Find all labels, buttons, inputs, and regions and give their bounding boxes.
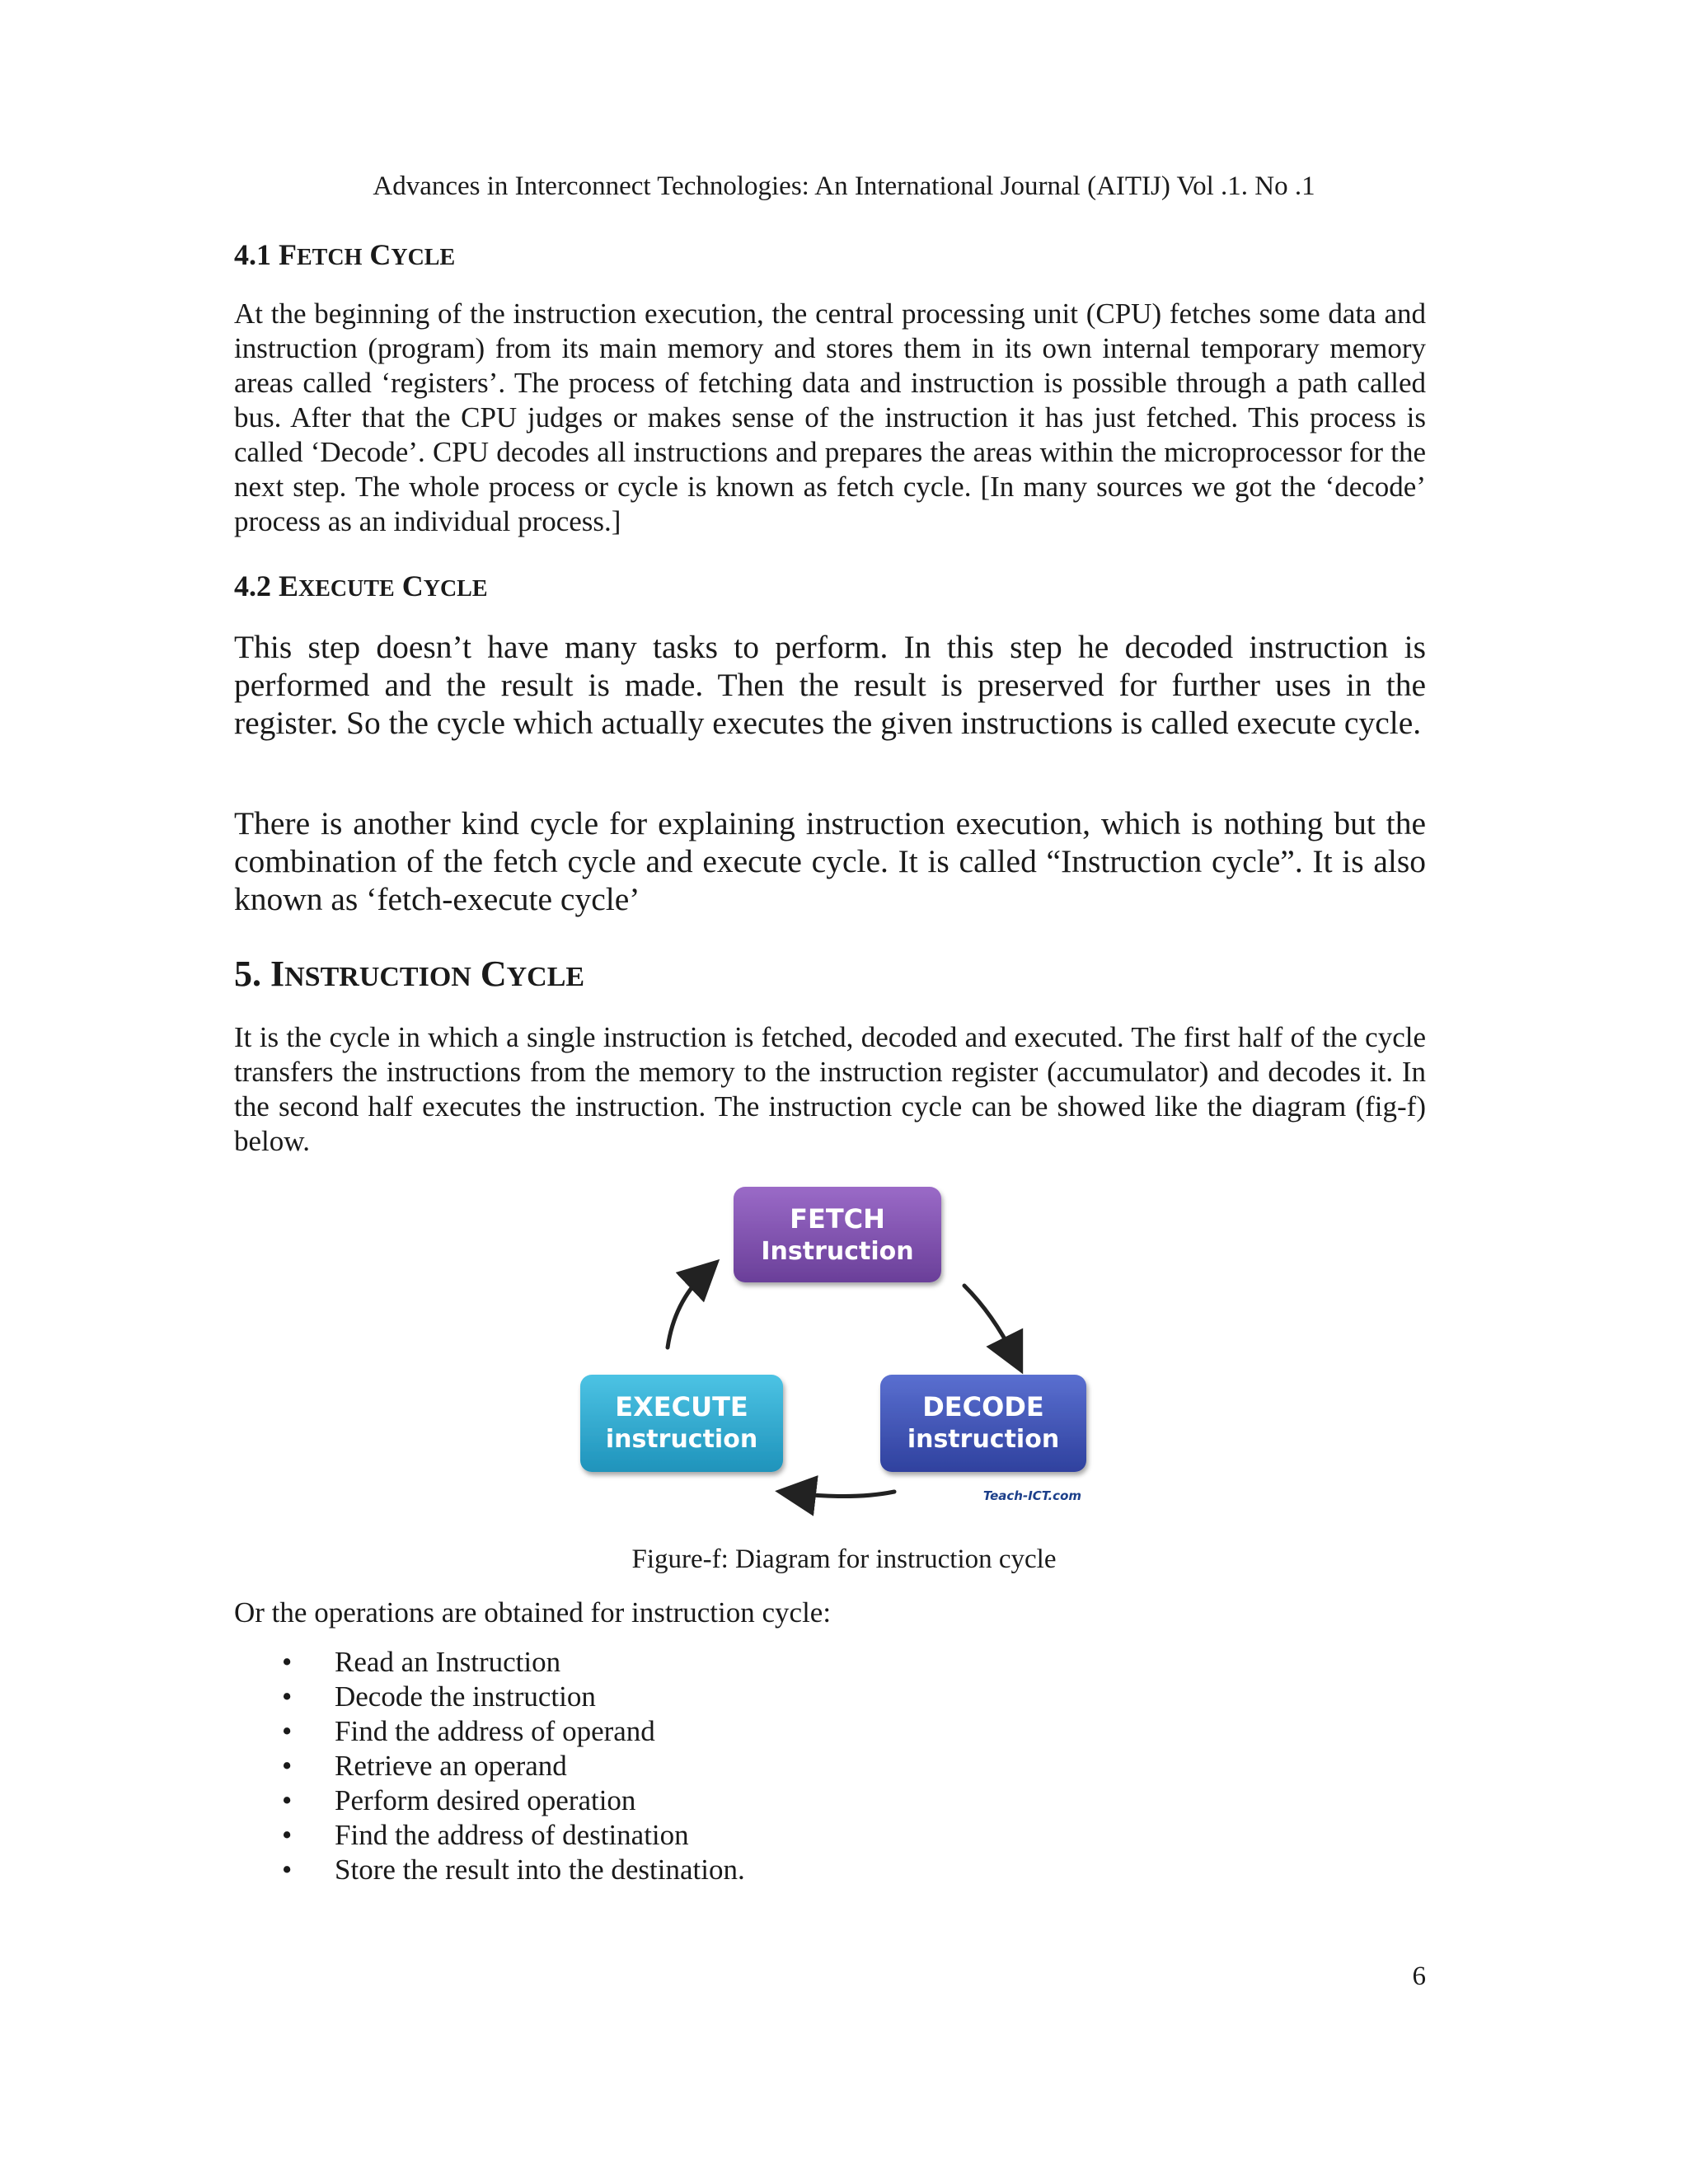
paragraph-instruction-cycle: It is the cycle in which a single instruction is fetched, decoded and executed. The first half of the cycle transfers the instructions from the memory to the instruction register (accumulator) and decodes it. In the second half executes the instruction. The instruction cycle can be showed like the diagram (fig-f) below. [234, 1021, 1426, 1157]
decode-subtitle: instruction [907, 1425, 1060, 1454]
list-item: • Read an Instruction [282, 1646, 561, 1678]
execute-subtitle: instruction [605, 1425, 758, 1454]
list-item: • Retrieve an operand [282, 1750, 567, 1782]
fetch-subtitle: Instruction [761, 1237, 914, 1266]
page-number: 6 [1412, 1961, 1426, 1991]
figure-credit: Teach-ICT.com [982, 1488, 1081, 1503]
paragraph-fetch-cycle: At the beginning of the instruction execution, the central processing unit (CPU) fetches some data and instruction (program) from its main memory and stores them in its own internal temporary memory areas called ‘registers’. The process of fetching data and instruction is possible through a path called bus. After that the CPU judges or makes sense of the instruction it has just fetched. This process is called ‘Decode’. CPU decodes all instructions and prepares the areas within the microprocessor for the next step. The whole process or cycle is known as fetch cycle. [In many sources we got the ‘decode’ process as an individual process.] [234, 298, 1426, 537]
list-item: • Perform desired operation [282, 1784, 636, 1816]
operations-intro: Or the operations are obtained for instruction cycle: [234, 1596, 832, 1629]
section-heading-execute-cycle: 4.2 EXECUTE CYCLE [234, 569, 488, 602]
fetch-title: FETCH [790, 1203, 885, 1235]
figure-caption: Figure-f: Diagram for instruction cycle [631, 1544, 1057, 1574]
execute-title: EXECUTE [615, 1391, 748, 1422]
fetch-box [734, 1187, 941, 1282]
list-item: • Decode the instruction [282, 1680, 596, 1713]
section-number: 4.2 [234, 569, 271, 602]
instruction-cycle-diagram [577, 1170, 1121, 1516]
operations-list [234, 1645, 745, 1887]
decode-box [880, 1375, 1086, 1472]
execute-box [580, 1375, 783, 1472]
decode-title: DECODE [922, 1391, 1044, 1422]
arrow-execute-to-fetch [668, 1273, 705, 1347]
list-item: • Find the address of destination [282, 1819, 689, 1851]
section-heading-fetch-cycle: 4.1 FETCH CYCLE [234, 238, 456, 271]
paragraph-execute-cycle-2: There is another kind cycle for explaining instruction execution, which is nothing but the combination of the fetch cycle and execute cycle. It is called “Instruction cycle”. It is also known as ‘fetch-execute cycle’ [234, 805, 1426, 917]
section-number: 4.1 [234, 238, 271, 271]
running-header: Advances in Interconnect Technologies: An International Journal (AITIJ) Vol .1. No .1 [373, 171, 1315, 201]
arrow-fetch-to-decode [964, 1286, 1014, 1356]
paragraph-execute-cycle-1: This step doesn’t have many tasks to perform. In this step he decoded instruction is performed and the result is made. Then the result is preserved for further uses in the register. So the cycle which actually executes the given instructions is called execute cycle. [234, 629, 1426, 741]
arrow-decode-to-execute [795, 1492, 894, 1497]
section-heading-instruction-cycle: 5. INSTRUCTION CYCLE [234, 954, 585, 994]
list-item: • Find the address of operand [282, 1715, 655, 1747]
instruction-cycle-svg [577, 1170, 1121, 1516]
list-item: • Store the result into the destination. [282, 1854, 745, 1886]
section-number: 5. [234, 954, 261, 994]
